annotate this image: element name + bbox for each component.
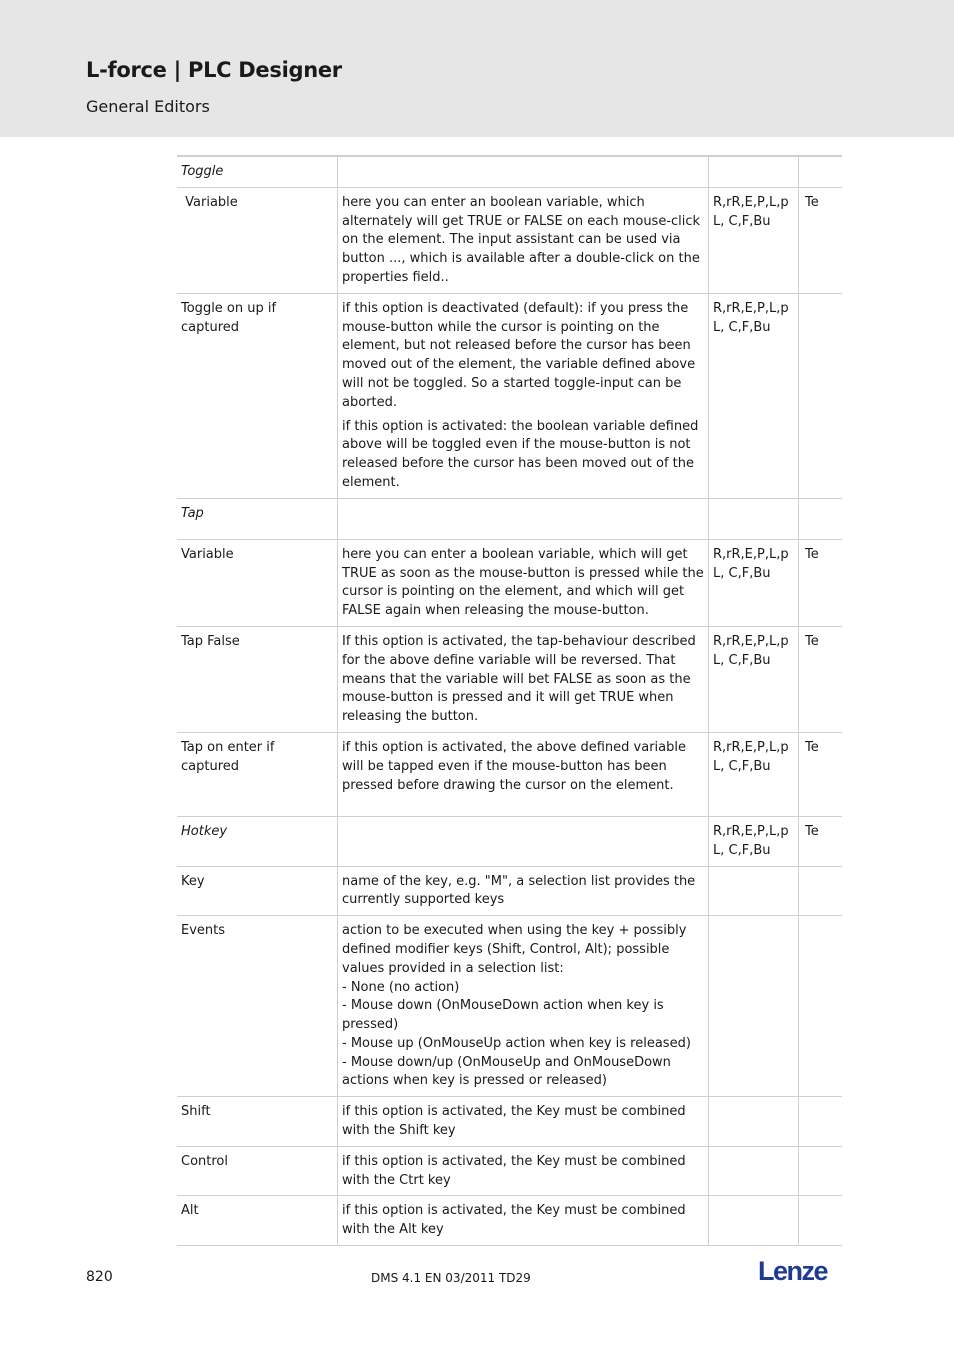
parameter-name: Shift <box>177 1097 338 1147</box>
section-row <box>177 156 842 187</box>
parameter-description <box>338 1146 709 1196</box>
parameter-description <box>338 539 709 626</box>
section-heading: Tap <box>177 498 338 539</box>
modifier-code <box>799 1196 843 1246</box>
page-number: 820 <box>86 1269 113 1285</box>
description-paragraph: here you can enter a boolean variable, which will get TRUE as soon as the mouse-button is pressed while the cursor is pointing on the element, and which will get FALSE again when releasing the mouse-button. <box>342 546 704 619</box>
parameter-description <box>338 1196 709 1246</box>
variable-types <box>709 1097 799 1147</box>
description-paragraph: here you can enter an boolean variable, which alternately will get TRUE or FALSE on each mouse-click on the element. The input assistant can be used via button ..., which is available after a double-click on the properties field.. <box>342 194 701 285</box>
parameter-description <box>338 187 709 293</box>
modifier-code <box>799 866 843 916</box>
variable-types <box>709 916 799 1097</box>
modifier-code <box>799 916 843 1097</box>
variable-types <box>709 156 799 187</box>
parameter-name: Tap on enter if captured <box>177 732 338 816</box>
page-header <box>0 0 954 137</box>
description-paragraph: If this option is activated, the tap-behaviour described for the above define variable will be reversed. That means that the variable will bet FALSE as soon as the mouse-button is pressed and it will get TRUE when releasing the button. <box>342 633 696 725</box>
parameter-description <box>338 1097 709 1147</box>
parameter-name: Toggle on up if captured <box>177 293 338 498</box>
description-paragraph: name of the key, e.g. "M", a selection list provides the currently supported keys <box>342 873 696 908</box>
modifier-code: Te <box>799 539 843 626</box>
modifier-code: Te <box>799 187 843 293</box>
modifier-code: Te <box>799 732 843 816</box>
table-row <box>177 916 842 1097</box>
lenze-logo-text: Lenze <box>758 1258 828 1286</box>
description-paragraph: if this option is activated: the boolean variable defined above will be toggled even if the mouse-button is not released before the cursor has been moved out of the element. <box>342 418 699 490</box>
modifier-code <box>799 1097 843 1147</box>
description-paragraph: if this option is activated, the Key must be combined with the Shift key <box>342 1104 686 1139</box>
section-heading: Hotkey <box>177 816 338 866</box>
modifier-code <box>799 1146 843 1196</box>
description-paragraph: if this option is activated, the above defined variable will be tapped even if the mouse-button has been pressed before drawing the cursor on the element. <box>342 739 686 793</box>
table-row <box>177 1196 842 1246</box>
section-heading: Toggle <box>177 156 338 187</box>
parameter-name: Key <box>177 866 338 916</box>
parameter-description <box>338 732 709 816</box>
parameter-description <box>338 156 709 187</box>
parameter-description <box>338 498 709 539</box>
variable-types <box>709 866 799 916</box>
parameter-name: Variable <box>177 539 338 626</box>
variable-types: R,rR,E,P,L,pL, C,F,Bu <box>709 187 799 293</box>
variable-types: R,rR,E,P,L,pL, C,F,Bu <box>709 816 799 866</box>
parameter-table <box>177 155 842 1246</box>
parameter-name: Events <box>177 916 338 1097</box>
parameter-table-body <box>177 156 842 1246</box>
description-paragraph: if this option is activated, the Key must be combined with the Alt key <box>342 1203 686 1238</box>
table-row <box>177 293 842 498</box>
table-row <box>177 1097 842 1147</box>
table-row <box>177 1146 842 1196</box>
modifier-code <box>799 156 843 187</box>
variable-types: R,rR,E,P,L,pL, C,F,Bu <box>709 293 799 498</box>
table-row <box>177 187 842 293</box>
parameter-name: Alt <box>177 1196 338 1246</box>
variable-types <box>709 1146 799 1196</box>
document-subtitle: General Editors <box>86 97 210 116</box>
parameter-description <box>338 916 709 1097</box>
table-row <box>177 866 842 916</box>
parameter-description <box>338 626 709 732</box>
modifier-code <box>799 498 843 539</box>
description-paragraph: if this option is deactivated (default): if you press the mouse-button while the cursor is pointing on the element, but not released before the cursor has been moved out of the element, the variable defined above will not be toggled. So a started toggle-input can be aborted. <box>342 300 696 410</box>
parameter-description <box>338 866 709 916</box>
document-title: L-force | PLC Designer <box>86 58 342 82</box>
section-row <box>177 498 842 539</box>
parameter-name: Tap False <box>177 626 338 732</box>
parameter-description <box>338 293 709 498</box>
document-reference: DMS 4.1 EN 03/2011 TD29 <box>371 1271 531 1285</box>
section-row <box>177 816 842 866</box>
lenze-logo <box>758 1258 838 1286</box>
variable-types <box>709 498 799 539</box>
table-row <box>177 732 842 816</box>
table-row <box>177 626 842 732</box>
variable-types: R,rR,E,P,L,pL, C,F,Bu <box>709 539 799 626</box>
modifier-code <box>799 293 843 498</box>
description-paragraph: action to be executed when using the key + possibly defined modifier keys (Shift, Control, Alt); possible values provided in a selection list: - None (no action) - Mouse down (OnMouseDown action when key is pressed) - Mouse up (OnMouseUp action when key is released) - Mouse down/up (OnMouseUp and OnMouseDown actions when key is pressed or released) <box>342 923 691 1089</box>
modifier-code: Te <box>799 816 843 866</box>
variable-types: R,rR,E,P,L,pL, C,F,Bu <box>709 732 799 816</box>
parameter-name: Variable <box>177 187 338 293</box>
parameter-name: Control <box>177 1146 338 1196</box>
modifier-code: Te <box>799 626 843 732</box>
description-paragraph: if this option is activated, the Key must be combined with the Ctrt key <box>342 1153 686 1188</box>
table-row <box>177 539 842 626</box>
variable-types: R,rR,E,P,L,pL, C,F,Bu <box>709 626 799 732</box>
parameter-description <box>338 816 709 866</box>
variable-types <box>709 1196 799 1246</box>
